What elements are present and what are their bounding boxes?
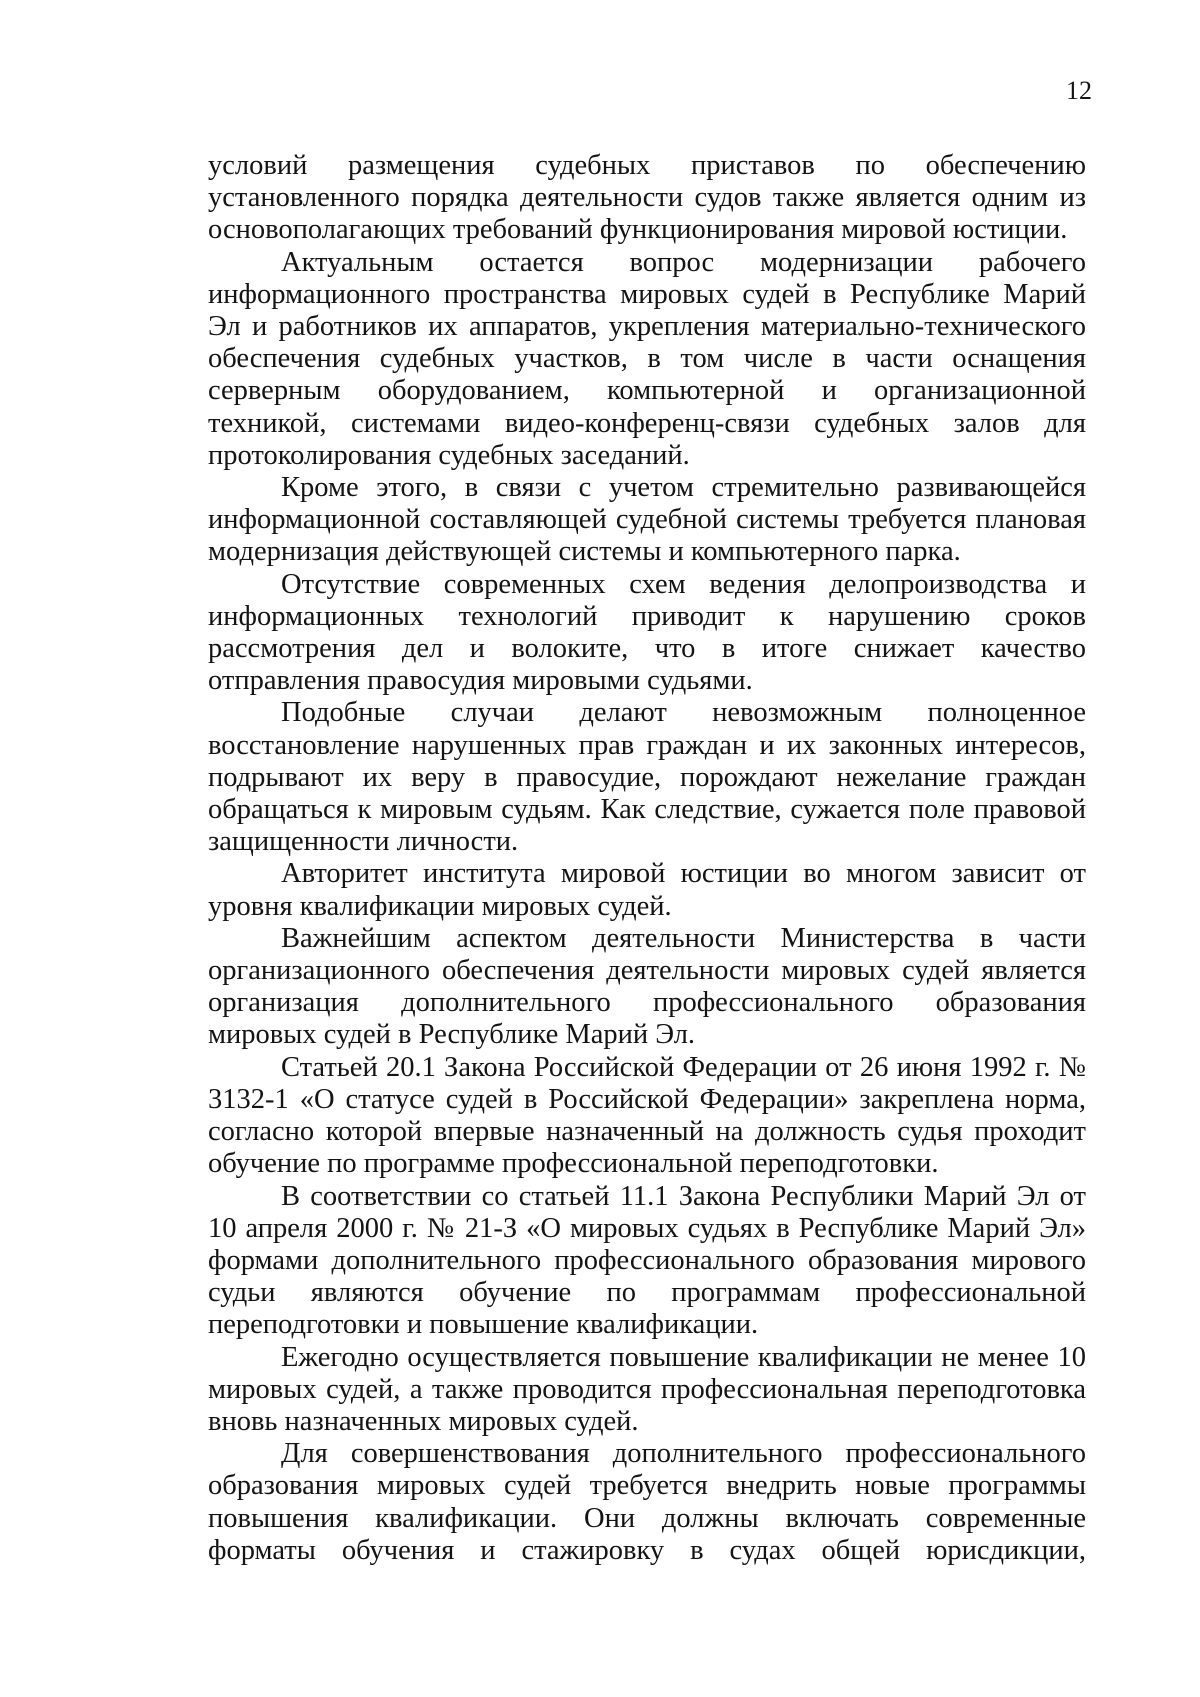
paragraph-8: Статьей 20.1 Закона Российской Федерации от 26 июня 1992 г. № 3132-1 «О статусе судей в Российской Федерации» закреплена норма, согласно которой впервые назначенный на должность судья проходит обучение по программе профессиональной переподготовки. bbox=[208, 1051, 1086, 1180]
page-number: 12 bbox=[1066, 76, 1092, 105]
paragraph-10: Ежегодно осуществляется повышение квалификации не менее 10 мировых судей, а также проводится профессиональная переподготовка вновь назначенных мировых судей. bbox=[208, 1341, 1086, 1437]
paragraph-4: Отсутствие современных схем ведения делопроизводства и информационных технологий приводит к нарушению сроков рассмотрения дел и волоките, что в итоге снижает качество отправления правосудия мировыми судьями. bbox=[208, 568, 1086, 697]
document-body bbox=[208, 150, 1086, 1567]
paragraph-5: Подобные случаи делают невозможным полноценное восстановление нарушенных прав граждан и их законных интересов, подрывают их веру в правосудие, порождают нежелание граждан обращаться к мировым судьям. Как следствие, сужается поле правовой защищенности личности. bbox=[208, 697, 1086, 858]
paragraph-3: Кроме этого, в связи с учетом стремительно развивающейся информационной составляющей судебной системы требуется плановая модернизация действующей системы и компьютерного парка. bbox=[208, 472, 1086, 568]
paragraph-6: Авторитет института мировой юстиции во многом зависит от уровня квалификации мировых судей. bbox=[208, 858, 1086, 922]
paragraph-9: В соответствии со статьей 11.1 Закона Республики Марий Эл от 10 апреля 2000 г. № 21-З «О мировых судьях в Республике Марий Эл» формами дополнительного профессионального образования мирового судьи являются обучение по программам профессиональной переподготовки и повышение квалификации. bbox=[208, 1180, 1086, 1341]
paragraph-7: Важнейшим аспектом деятельности Министерства в части организационного обеспечения деятельности мировых судей является организация дополнительного профессионального образования мировых судей в Республике Марий Эл. bbox=[208, 922, 1086, 1051]
paragraph-11: Для совершенствования дополнительного профессионального образования мировых судей требуется внедрить новые программы повышения квалификации. Они должны включать современные форматы обучения и стажировку в судах общей юрисдикции, bbox=[208, 1438, 1086, 1566]
paragraph-1: условий размещения судебных приставов по обеспечению установленного порядка деятельности судов также является одним из основополагающих требований функционирования мировой юстиции. bbox=[208, 150, 1086, 246]
paragraph-2: Актуальным остается вопрос модернизации рабочего информационного пространства мировых судей в Республике Марий Эл и работников их аппаратов, укрепления материально-технического обеспечения судебных участков, в том числе в части оснащения серверным оборудованием, компьютерной и организационной техникой, системами видео-конференц-связи судебных залов для протоколирования судебных заседаний. bbox=[208, 246, 1086, 471]
